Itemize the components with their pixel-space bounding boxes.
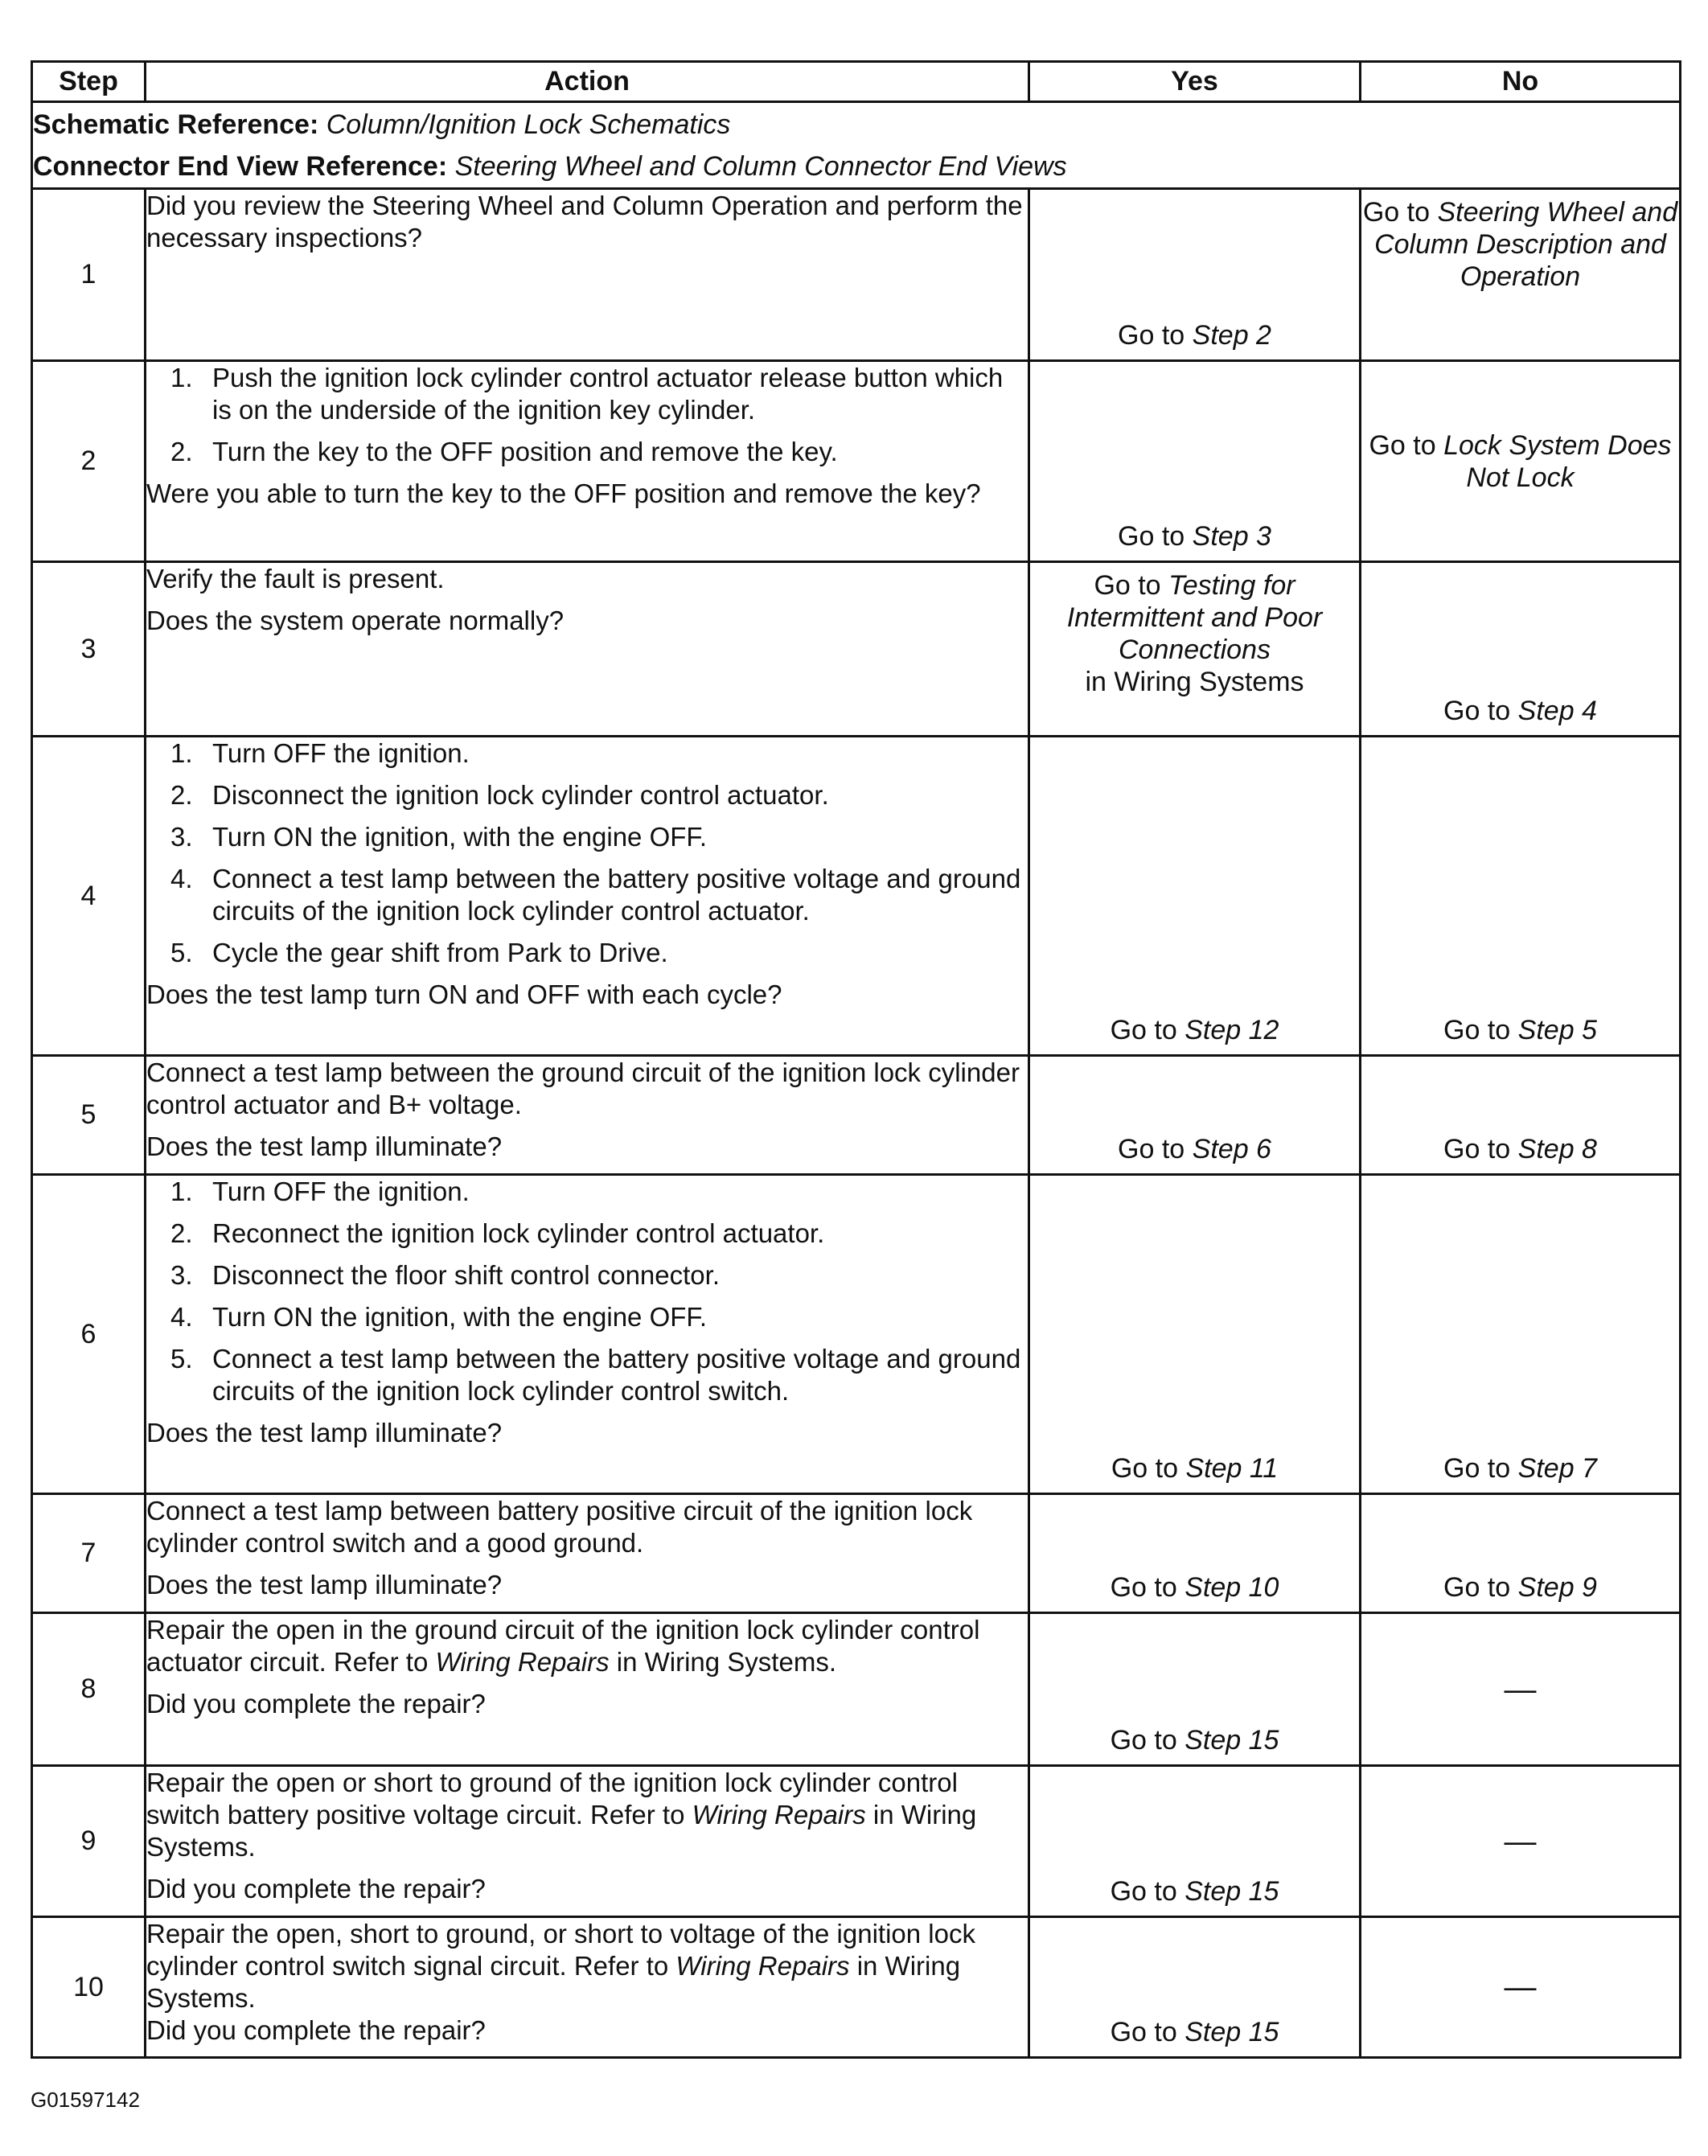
action-question: Does the test lamp turn ON and OFF with each cycle? xyxy=(146,979,782,1009)
action-question: Did you complete the repair? xyxy=(146,1874,486,1903)
no-result[interactable] xyxy=(1361,429,1679,494)
list-item: 5. Cycle the gear shift from Park to Drive. xyxy=(170,938,668,967)
list-item: 1. Turn OFF the ignition. xyxy=(170,1177,470,1206)
yes-cell xyxy=(1029,1766,1361,1917)
procedure-list xyxy=(146,362,1028,468)
yes-result[interactable] xyxy=(1030,520,1359,552)
action-text: Repair the open or short to ground of the ignition lock cylinder control switch battery positive voltage circuit. Refer to Wiring Repairs in Wiring Systems. xyxy=(146,1768,977,1862)
yes-suffix: in Wiring Systems xyxy=(1085,667,1304,697)
no-result[interactable] xyxy=(1361,1014,1679,1046)
go-to-text: Go to xyxy=(1111,1453,1179,1484)
yes-result[interactable] xyxy=(1030,569,1359,698)
action-cell xyxy=(146,1175,1029,1494)
yes-cell xyxy=(1029,737,1361,1056)
action-cell xyxy=(146,1056,1029,1175)
yes-result[interactable] xyxy=(1030,1452,1359,1485)
yes-cell xyxy=(1029,1917,1361,2058)
go-to-text: Go to xyxy=(1118,1134,1185,1164)
no-result[interactable] xyxy=(1361,1133,1679,1165)
yes-cell xyxy=(1029,1613,1361,1766)
action-text: Repair the open, short to ground, or short to voltage of the ignition lock cylinder control switch signal circuit. Refer to Wiring Repairs in Wiring Systems. xyxy=(146,1919,975,2013)
go-to-text: Go to xyxy=(1443,1134,1511,1164)
go-to-text: Go to xyxy=(1110,1015,1177,1045)
yes-link: Step 2 xyxy=(1192,320,1271,351)
step-number: 2 xyxy=(32,361,146,562)
schematic-reference xyxy=(33,104,1679,146)
procedure-list xyxy=(146,737,1028,969)
yes-cell xyxy=(1029,1494,1361,1613)
list-item: 5. Connect a test lamp between the battery positive voltage and ground circuits of the ignition lock cylinder control switch. xyxy=(170,1344,1021,1406)
yes-link: Step 15 xyxy=(1185,1876,1279,1907)
wiring-repairs-link[interactable]: Wiring Repairs xyxy=(692,1800,866,1830)
list-item: 2. Reconnect the ignition lock cylinder control actuator. xyxy=(170,1218,825,1248)
no-link: Lock System Does Not Lock xyxy=(1443,429,1672,493)
yes-cell xyxy=(1029,1175,1361,1494)
yes-cell xyxy=(1029,562,1361,737)
no-cell xyxy=(1361,189,1681,361)
table-row xyxy=(32,189,1681,361)
step-number: 9 xyxy=(32,1766,146,1917)
wiring-repairs-link[interactable]: Wiring Repairs xyxy=(675,1951,850,1981)
go-to-text: Go to xyxy=(1443,1453,1511,1484)
table-row xyxy=(32,1613,1681,1766)
yes-link: Step 3 xyxy=(1192,521,1271,552)
header-action: Action xyxy=(146,62,1029,102)
action-cell xyxy=(146,361,1029,562)
go-to-text: Go to xyxy=(1443,1015,1511,1045)
action-cell xyxy=(146,562,1029,737)
yes-link: Step 11 xyxy=(1185,1453,1279,1484)
no-dash: — xyxy=(1504,1823,1537,1859)
schematic-reference-label: Schematic Reference: xyxy=(33,109,319,140)
wiring-repairs-link[interactable]: Wiring Repairs xyxy=(435,1647,610,1677)
go-to-text: Go to xyxy=(1443,1572,1511,1603)
list-item: 3. Turn ON the ignition, with the engine OFF. xyxy=(170,822,708,852)
table-row xyxy=(32,562,1681,737)
yes-result[interactable] xyxy=(1030,1014,1359,1046)
action-text: Repair the open in the ground circuit of the ignition lock cylinder control actuator circuit. Refer to Wiring Repairs in Wiring Systems. xyxy=(146,1615,980,1677)
yes-result[interactable] xyxy=(1030,1133,1359,1165)
go-to-text: Go to xyxy=(1118,521,1185,552)
no-cell xyxy=(1361,1917,1681,2058)
no-cell xyxy=(1361,1494,1681,1613)
list-item: 4. Connect a test lamp between the battery positive voltage and ground circuits of the ignition lock cylinder control actuator. xyxy=(170,864,1021,926)
go-to-text: Go to xyxy=(1094,570,1161,601)
list-item: 3. Disconnect the floor shift control connector. xyxy=(170,1260,720,1290)
yes-link: Step 10 xyxy=(1185,1572,1279,1603)
step-number: 1 xyxy=(32,189,146,361)
no-cell xyxy=(1361,1613,1681,1766)
go-to-text: Go to xyxy=(1443,696,1511,726)
no-cell xyxy=(1361,562,1681,737)
action-text: Verify the fault is present. xyxy=(146,564,445,593)
table-row xyxy=(32,1766,1681,1917)
step-number: 7 xyxy=(32,1494,146,1613)
table-row xyxy=(32,1917,1681,2058)
table-header-row xyxy=(32,62,1681,102)
action-cell xyxy=(146,189,1029,361)
reference-cell xyxy=(32,102,1681,189)
yes-result[interactable] xyxy=(1030,1875,1359,1908)
no-result[interactable] xyxy=(1361,695,1679,727)
table-row xyxy=(32,1056,1681,1175)
action-cell xyxy=(146,1613,1029,1766)
action-text: Did you review the Steering Wheel and Column Operation and perform the necessary inspections? xyxy=(146,191,1023,253)
yes-result[interactable] xyxy=(1030,319,1359,351)
no-link: Step 9 xyxy=(1517,1572,1597,1603)
header-step: Step xyxy=(32,62,146,102)
go-to-text: Go to xyxy=(1110,1876,1177,1907)
diagnostic-table xyxy=(31,60,1681,2059)
step-number: 6 xyxy=(32,1175,146,1494)
action-cell xyxy=(146,1766,1029,1917)
action-text: Connect a test lamp between battery positive circuit of the ignition lock cylinder control switch and a good ground. xyxy=(146,1496,973,1558)
go-to-text: Go to xyxy=(1118,320,1185,351)
connector-reference-value: Steering Wheel and Column Connector End Views xyxy=(454,150,1067,182)
go-to-text: Go to xyxy=(1369,429,1436,461)
no-link: Step 7 xyxy=(1517,1453,1597,1484)
go-to-text: Go to xyxy=(1362,197,1431,228)
yes-cell xyxy=(1029,189,1361,361)
action-question: Does the test lamp illuminate? xyxy=(146,1418,503,1448)
action-question: Does the test lamp illuminate? xyxy=(146,1570,503,1600)
header-no: No xyxy=(1361,62,1681,102)
step-number: 3 xyxy=(32,562,146,737)
no-result[interactable] xyxy=(1361,1571,1679,1604)
table-row xyxy=(32,1175,1681,1494)
table-row xyxy=(32,361,1681,562)
no-link: Step 4 xyxy=(1517,696,1597,726)
procedure-list xyxy=(146,1176,1028,1407)
no-cell xyxy=(1361,1175,1681,1494)
yes-link: Step 12 xyxy=(1185,1015,1279,1045)
connector-reference-label: Connector End View Reference: xyxy=(33,150,448,182)
action-question: Does the system operate normally? xyxy=(146,606,565,635)
no-cell xyxy=(1361,361,1681,562)
list-item: 2. Disconnect the ignition lock cylinder control actuator. xyxy=(170,780,829,810)
action-question: Did you complete the repair? xyxy=(146,1689,486,1719)
yes-result[interactable] xyxy=(1030,2016,1359,2048)
no-dash: — xyxy=(1504,1671,1537,1707)
action-question: Were you able to turn the key to the OFF position and remove the key? xyxy=(146,478,981,508)
reference-row xyxy=(32,102,1681,189)
step-number: 5 xyxy=(32,1056,146,1175)
table-row xyxy=(32,1494,1681,1613)
yes-link: Step 6 xyxy=(1192,1134,1271,1164)
go-to-text: Go to xyxy=(1110,1572,1177,1603)
go-to-text: Go to xyxy=(1110,1725,1177,1756)
step-number: 4 xyxy=(32,737,146,1056)
yes-link: Step 15 xyxy=(1185,1725,1279,1756)
step-number: 8 xyxy=(32,1613,146,1766)
no-link: Steering Wheel and Column Description and Operation xyxy=(1374,197,1678,292)
go-to-text: Go to xyxy=(1110,2017,1177,2047)
action-question: Does the test lamp illuminate? xyxy=(146,1131,503,1161)
step-number: 10 xyxy=(32,1917,146,2058)
yes-cell xyxy=(1029,1056,1361,1175)
schematic-reference-value: Column/Ignition Lock Schematics xyxy=(326,109,731,140)
header-yes: Yes xyxy=(1029,62,1361,102)
no-result[interactable] xyxy=(1361,1452,1679,1485)
no-dash: — xyxy=(1504,1969,1537,2005)
yes-link: Testing for Intermittent and Poor Connections xyxy=(1066,570,1323,665)
action-cell xyxy=(146,737,1029,1056)
table-row xyxy=(32,737,1681,1056)
yes-result[interactable] xyxy=(1030,1571,1359,1604)
no-link: Step 5 xyxy=(1517,1015,1597,1045)
no-cell xyxy=(1361,1056,1681,1175)
action-question: Did you complete the repair? xyxy=(146,2015,486,2045)
no-cell xyxy=(1361,1766,1681,1917)
connector-reference xyxy=(33,146,1679,187)
no-link: Step 8 xyxy=(1517,1134,1597,1164)
yes-result[interactable] xyxy=(1030,1724,1359,1756)
no-cell xyxy=(1361,737,1681,1056)
yes-cell xyxy=(1029,361,1361,562)
list-item: 4. Turn ON the ignition, with the engine OFF. xyxy=(170,1302,708,1332)
list-item: 1. Turn OFF the ignition. xyxy=(170,738,470,768)
no-result[interactable] xyxy=(1361,196,1679,293)
action-cell xyxy=(146,1917,1029,2058)
action-cell xyxy=(146,1494,1029,1613)
yes-link: Step 15 xyxy=(1185,2017,1279,2047)
list-item: 2. Turn the key to the OFF position and remove the key. xyxy=(170,437,838,466)
action-text: Connect a test lamp between the ground circuit of the ignition lock cylinder control actuator and B+ voltage. xyxy=(146,1057,1020,1119)
list-item: 1. Push the ignition lock cylinder control actuator release button which is on the underside of the ignition key cylinder. xyxy=(170,363,1004,425)
figure-id: G01597142 xyxy=(31,2088,140,2112)
